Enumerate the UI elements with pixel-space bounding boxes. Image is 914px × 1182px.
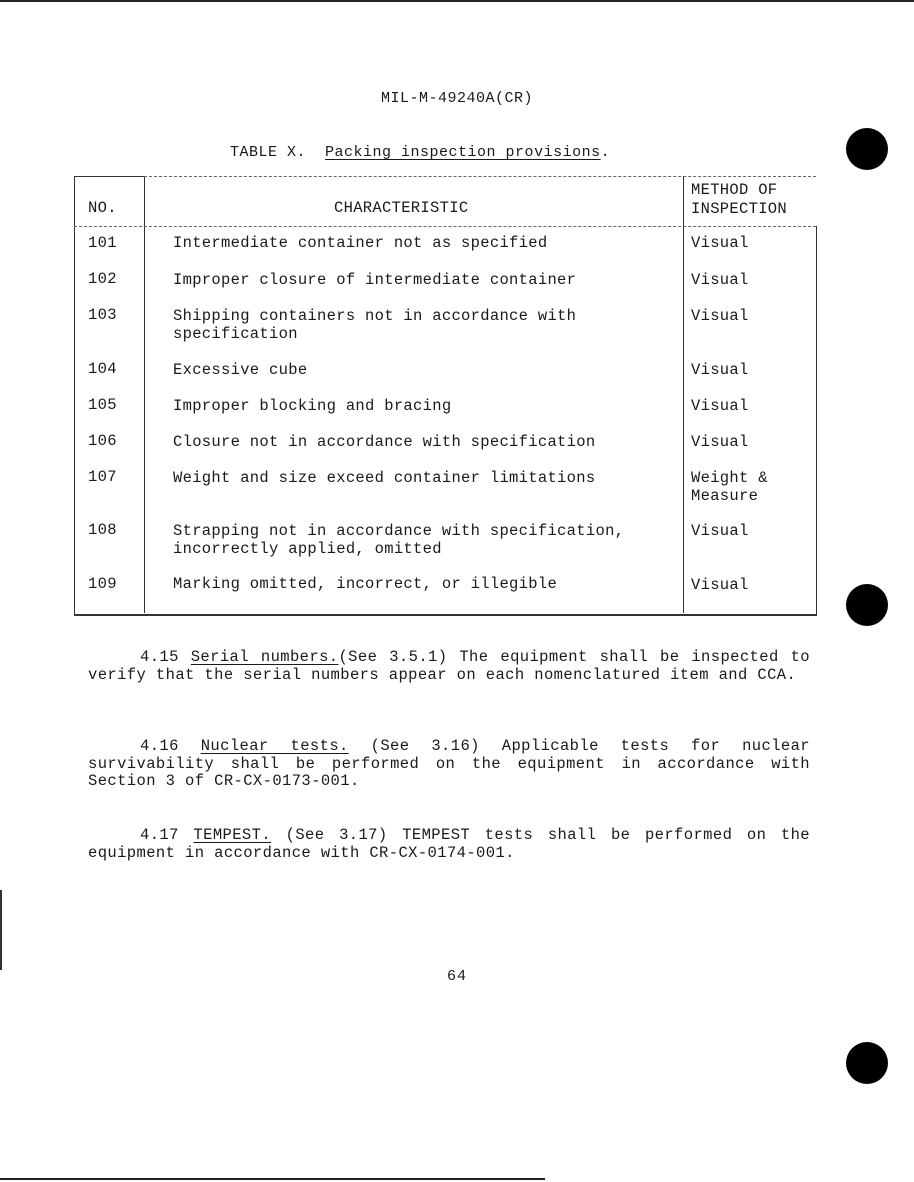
row-103-no: 103 [88, 306, 117, 324]
section-4-16-number: 4.16 [140, 737, 179, 755]
top-border-line [0, 0, 914, 2]
page-number: 64 [446, 968, 467, 985]
header-no: NO. [88, 199, 117, 217]
table-border-top-left [74, 176, 144, 177]
row-102-no: 102 [88, 270, 117, 288]
row-106-no: 106 [88, 432, 117, 450]
row-104-no: 104 [88, 360, 117, 378]
row-107-method-line2: Measure [691, 487, 759, 505]
row-108-characteristic-line2: incorrectly applied, omitted [173, 540, 442, 558]
table-border-left [74, 176, 75, 616]
row-109-characteristic: Marking omitted, incorrect, or illegible [173, 575, 558, 593]
section-4-15-title: Serial numbers. [190, 648, 339, 666]
row-109-method: Visual [691, 576, 749, 594]
table-divider-no [144, 176, 145, 613]
table-caption [230, 144, 610, 161]
section-4-17-title: TEMPEST. [193, 826, 272, 844]
section-4-17-number: 4.17 [140, 826, 179, 844]
left-margin-mark [0, 890, 2, 970]
section-4-17-text: (See 3.17) TEMPEST tests shall be performed on the equipment in accordance with CR-CX-0174-001. [88, 826, 810, 862]
section-4-15-text: (See 3.5.1) The equipment shall be inspected to verify that the serial numbers appear on each nomenclatured item and CCA. [88, 648, 810, 684]
row-105-characteristic: Improper blocking and bracing [173, 397, 452, 415]
row-103-characteristic-line1: Shipping containers not in accordance with [173, 307, 577, 325]
row-102-characteristic: Improper closure of intermediate container [173, 271, 577, 289]
table-border-top [144, 176, 816, 177]
section-4-16-title: Nuclear tests. [200, 737, 349, 755]
row-108-no: 108 [88, 521, 117, 539]
table-caption-prefix: TABLE X. [230, 144, 307, 161]
bottom-border-line [0, 1178, 545, 1180]
header-method-line1: METHOD OF [691, 181, 778, 199]
row-106-method: Visual [691, 433, 749, 451]
table-caption-end: . [600, 144, 611, 161]
table-divider-method [683, 176, 684, 613]
section-4-17 [88, 827, 810, 862]
header-characteristic: CHARACTERISTIC [334, 199, 469, 217]
row-101-method: Visual [691, 234, 749, 252]
row-105-method: Visual [691, 397, 749, 415]
row-102-method: Visual [691, 271, 749, 289]
row-103-method: Visual [691, 307, 749, 325]
punch-hole-top [846, 128, 888, 170]
row-101-characteristic: Intermediate container not as specified [173, 234, 548, 252]
document-id-header: MIL-M-49240A(CR) [380, 90, 534, 107]
row-104-method: Visual [691, 361, 749, 379]
row-108-method: Visual [691, 522, 749, 540]
table-caption-title: Packing inspection provisions [325, 144, 601, 161]
table-border-right [816, 226, 817, 616]
section-4-15-number: 4.15 [140, 648, 179, 666]
row-108-characteristic-line1: Strapping not in accordance with specification, [173, 522, 625, 540]
row-104-characteristic: Excessive cube [173, 361, 308, 379]
row-109-no: 109 [88, 575, 117, 593]
table-header-rule [74, 226, 816, 227]
row-107-no: 107 [88, 468, 117, 486]
row-103-characteristic-line2: specification [173, 325, 298, 343]
punch-hole-bottom [846, 1042, 888, 1084]
section-4-16-text: (See 3.16) Applicable tests for nuclear survivability shall be performed on the equipment in accordance with Section 3 of CR-CX-0173-001. [88, 737, 811, 790]
row-101-no: 101 [88, 234, 117, 252]
row-106-characteristic: Closure not in accordance with specification [173, 433, 596, 451]
row-105-no: 105 [88, 396, 117, 414]
header-method-line2: INSPECTION [691, 200, 788, 218]
table-border-bottom [74, 614, 816, 616]
row-107-method-line1: Weight & [691, 469, 768, 487]
section-4-15 [88, 649, 810, 684]
section-4-16 [88, 738, 810, 791]
punch-hole-middle [846, 584, 888, 626]
row-107-characteristic: Weight and size exceed container limitations [173, 469, 596, 487]
